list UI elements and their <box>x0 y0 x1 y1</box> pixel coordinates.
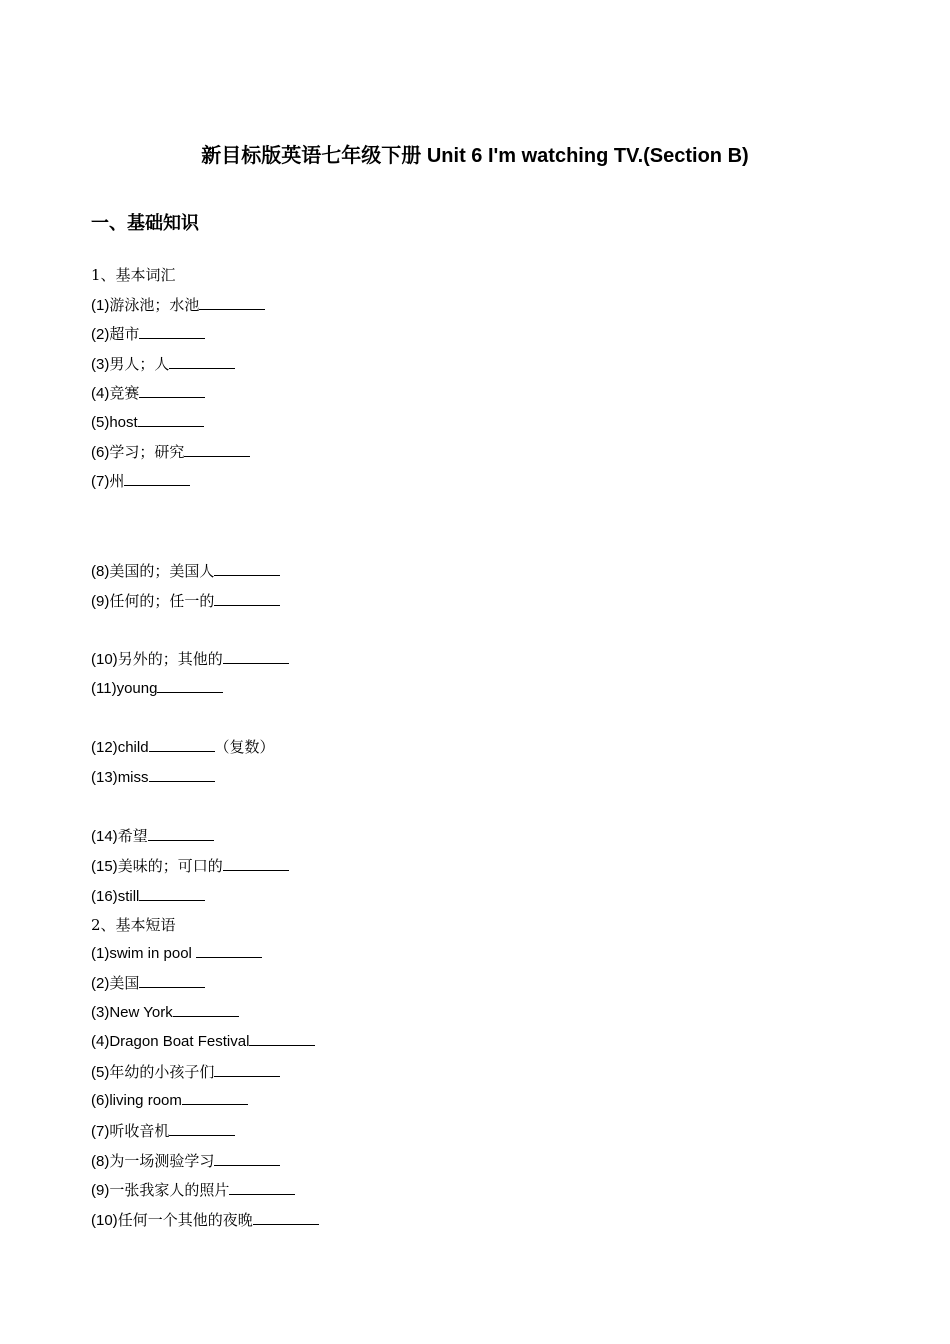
answer-blank[interactable] <box>214 1062 280 1077</box>
answer-blank[interactable] <box>182 1090 248 1105</box>
item-prompt: miss <box>117 769 149 786</box>
item-number: (10) <box>91 1212 118 1229</box>
item-prompt: still <box>117 888 140 905</box>
answer-blank[interactable] <box>214 591 280 606</box>
phrase-heading-text: 2、基本短语 <box>91 916 176 934</box>
answer-blank[interactable] <box>124 471 190 486</box>
item-prompt: living room <box>109 1092 182 1109</box>
item-prompt: 美味的；可口的 <box>117 857 223 875</box>
item-number: (8) <box>91 563 110 580</box>
item-number: (6) <box>91 1092 110 1109</box>
vocab-heading <box>91 264 176 287</box>
vocab-item <box>91 353 235 376</box>
phrase-item <box>91 972 205 995</box>
item-prompt: 一张我家人的照片 <box>109 1181 230 1199</box>
answer-blank[interactable] <box>196 943 262 958</box>
item-prompt: 任何的；任一的 <box>109 592 215 610</box>
answer-blank[interactable] <box>223 649 289 664</box>
vocab-item <box>91 470 190 493</box>
phrase-item <box>91 1209 319 1232</box>
item-number: (5) <box>91 1064 110 1081</box>
item-suffix: （复数） <box>214 738 275 756</box>
phrase-item <box>91 1090 248 1112</box>
vocab-item <box>91 411 204 434</box>
phrase-item <box>91 1120 235 1143</box>
answer-blank[interactable] <box>229 1180 295 1195</box>
phrase-item <box>91 1031 315 1053</box>
answer-blank[interactable] <box>157 678 223 693</box>
item-prompt: 超市 <box>109 325 140 343</box>
answer-blank[interactable] <box>173 1002 239 1017</box>
item-number: (13) <box>91 769 118 786</box>
answer-blank[interactable] <box>249 1031 315 1046</box>
item-prompt: New York <box>109 1004 173 1021</box>
answer-blank[interactable] <box>138 412 204 427</box>
phrase-item <box>91 1002 239 1024</box>
item-prompt: 州 <box>109 472 125 490</box>
item-prompt: 游泳池；水池 <box>109 296 200 314</box>
answer-blank[interactable] <box>139 324 205 339</box>
vocab-item <box>91 382 205 405</box>
item-prompt: 听收音机 <box>109 1122 170 1140</box>
vocab-item <box>91 323 205 346</box>
item-prompt: host <box>109 414 138 431</box>
vocab-item <box>91 885 205 908</box>
phrase-item <box>91 943 262 965</box>
answer-blank[interactable] <box>169 1121 235 1136</box>
item-number: (2) <box>91 975 110 992</box>
vocab-item <box>91 560 280 583</box>
item-number: (15) <box>91 858 118 875</box>
item-number: (3) <box>91 356 110 373</box>
answer-blank[interactable] <box>184 442 250 457</box>
phrase-item <box>91 1179 295 1202</box>
document-title: 新目标版英语七年级下册 Unit 6 I'm watching TV.(Section B) <box>201 145 749 167</box>
item-prompt: 为一场测验学习 <box>109 1152 215 1170</box>
item-number: (5) <box>91 414 110 431</box>
item-number: (9) <box>91 1182 110 1199</box>
answer-blank[interactable] <box>199 295 265 310</box>
answer-blank[interactable] <box>139 886 205 901</box>
item-prompt: 希望 <box>117 827 148 845</box>
item-prompt: 美国的；美国人 <box>109 562 215 580</box>
answer-blank[interactable] <box>139 383 205 398</box>
item-number: (16) <box>91 888 118 905</box>
phrase-item <box>91 1150 280 1173</box>
item-number: (11) <box>91 680 117 697</box>
item-prompt: 男人；人 <box>109 355 170 373</box>
answer-blank[interactable] <box>149 767 215 782</box>
answer-blank[interactable] <box>214 561 280 576</box>
vocab-item <box>91 441 250 464</box>
section-heading: 一、基础知识 <box>91 213 199 233</box>
item-number: (1) <box>91 945 110 962</box>
vocab-item <box>91 766 215 789</box>
answer-blank[interactable] <box>223 856 289 871</box>
answer-blank[interactable] <box>169 354 235 369</box>
vocab-item <box>91 855 289 878</box>
item-number: (6) <box>91 444 110 461</box>
vocab-item <box>91 677 223 700</box>
item-number: (14) <box>91 828 118 845</box>
answer-blank[interactable] <box>149 737 215 752</box>
item-number: (9) <box>91 593 110 610</box>
phrase-item <box>91 1061 280 1084</box>
item-prompt: 另外的；其他的 <box>117 650 223 668</box>
vocab-item <box>91 294 265 317</box>
item-prompt: 任何一个其他的夜晚 <box>117 1211 253 1229</box>
item-number: (12) <box>91 739 118 756</box>
item-number: (3) <box>91 1004 110 1021</box>
answer-blank[interactable] <box>148 826 214 841</box>
answer-blank[interactable] <box>214 1151 280 1166</box>
vocab-heading-text: 1、基本词汇 <box>91 266 176 284</box>
item-prompt: 竞赛 <box>109 384 140 402</box>
answer-blank[interactable] <box>253 1210 319 1225</box>
item-number: (7) <box>91 1123 110 1140</box>
item-number: (4) <box>91 385 110 402</box>
item-prompt: 年幼的小孩子们 <box>109 1063 215 1081</box>
item-prompt: child <box>117 739 149 756</box>
item-number: (2) <box>91 326 110 343</box>
vocab-item <box>91 648 289 671</box>
item-prompt: 学习；研究 <box>109 443 185 461</box>
answer-blank[interactable] <box>139 973 205 988</box>
vocab-item <box>91 736 275 759</box>
item-prompt: young <box>116 680 158 697</box>
item-number: (10) <box>91 651 118 668</box>
vocab-item <box>91 825 214 848</box>
item-number: (4) <box>91 1033 110 1050</box>
phrase-heading <box>91 914 176 937</box>
vocab-item <box>91 590 280 613</box>
item-number: (7) <box>91 473 110 490</box>
item-prompt: Dragon Boat Festival <box>109 1033 250 1050</box>
item-number: (1) <box>91 297 110 314</box>
item-number: (8) <box>91 1153 110 1170</box>
item-prompt: 美国 <box>109 974 140 992</box>
item-prompt: swim in pool <box>109 945 197 962</box>
